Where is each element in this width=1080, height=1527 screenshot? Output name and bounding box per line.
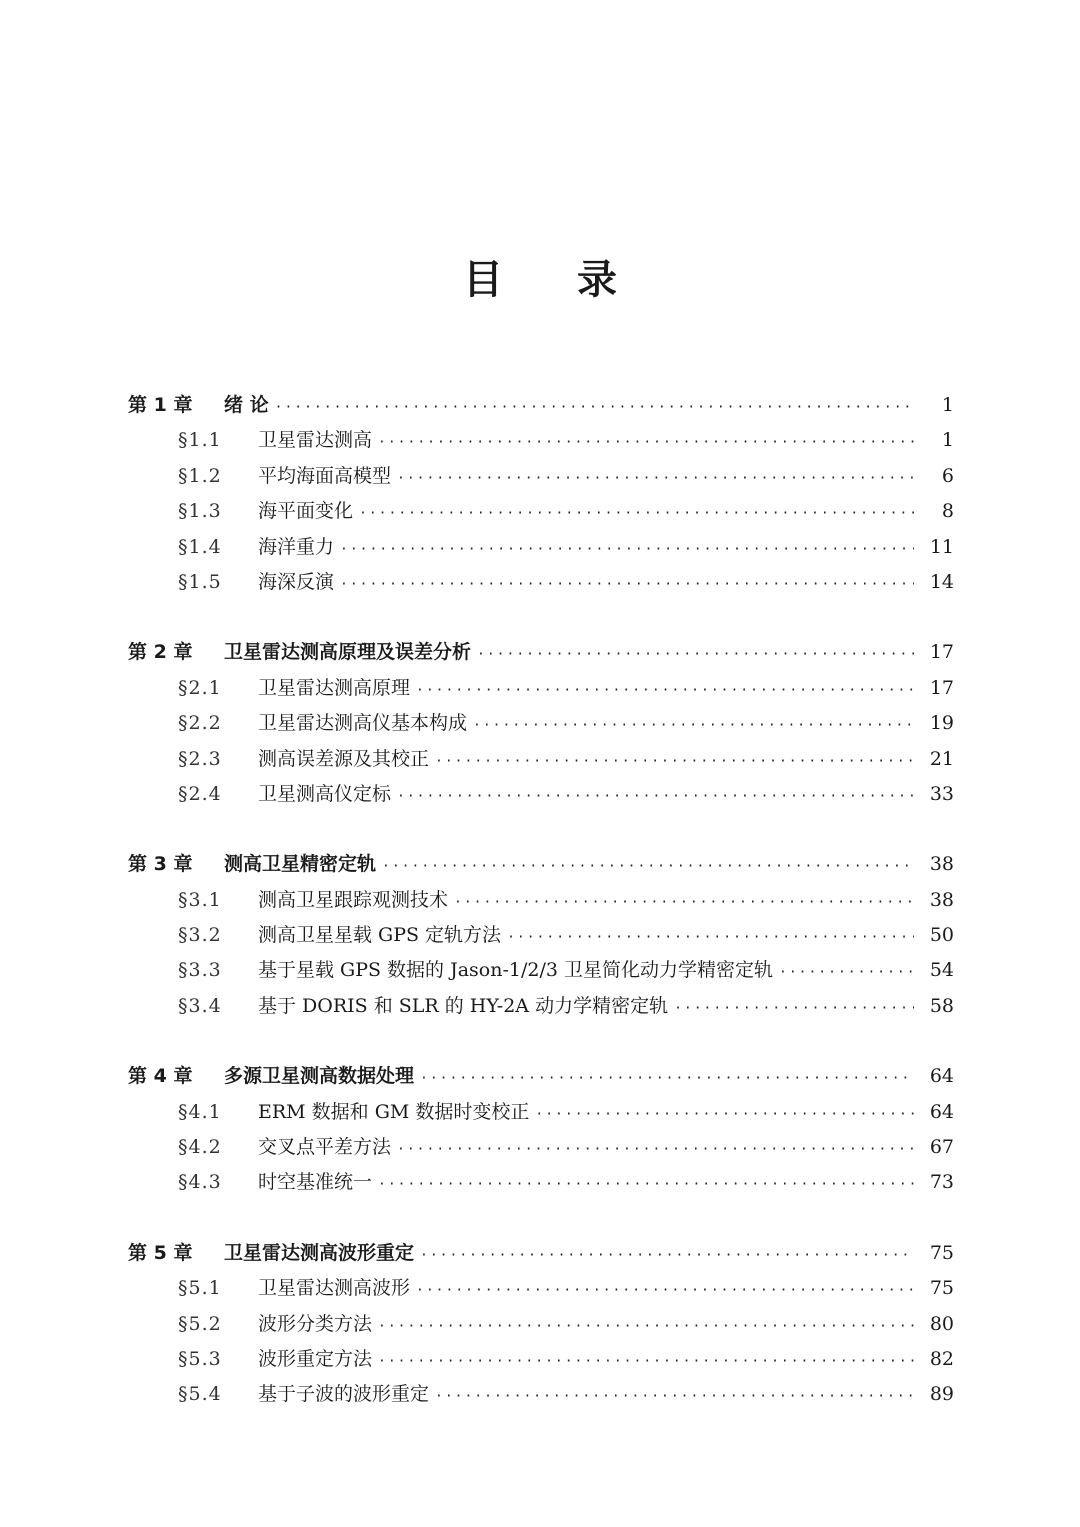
page-number: 54 [929, 959, 954, 982]
section-row[interactable] [128, 565, 954, 600]
section-number: §5.2 [178, 1312, 222, 1335]
page-number: 82 [929, 1347, 954, 1370]
section-number: §3.2 [178, 924, 222, 947]
page-number: 38 [929, 853, 954, 876]
section-number: §2.1 [178, 676, 222, 699]
section-number: §2.4 [178, 782, 222, 805]
page-number: 33 [929, 782, 954, 805]
section-row[interactable] [128, 530, 954, 565]
chapter-heading-row[interactable] [128, 847, 954, 882]
section-title: 交叉点平差方法 [258, 1136, 392, 1159]
chapter-title: 绪 论 [224, 394, 269, 416]
chapter-heading-row[interactable] [128, 388, 954, 423]
page-number: 89 [929, 1383, 954, 1406]
dot-leader [416, 1273, 914, 1308]
section-number: §1.4 [178, 535, 222, 558]
page-number: 50 [929, 924, 954, 947]
table-of-contents [128, 388, 954, 1448]
chapter-number: 第 4 章 [128, 1065, 193, 1088]
section-number: §2.2 [178, 712, 222, 735]
section-row[interactable] [128, 918, 954, 953]
section-number: §1.2 [178, 464, 222, 487]
page-number: 19 [929, 712, 954, 735]
section-title: 波形分类方法 [258, 1312, 373, 1335]
section-title: ERM 数据和 GM 数据时变校正 [258, 1100, 530, 1123]
chapter-number: 第 1 章 [128, 394, 193, 416]
dot-leader [397, 461, 914, 496]
section-number: §3.4 [178, 994, 222, 1017]
section-title: 平均海面高模型 [258, 464, 392, 487]
chapter-number: 第 5 章 [128, 1241, 193, 1264]
page-number: 1 [941, 429, 954, 452]
dot-leader [416, 673, 914, 708]
chapter-1 [128, 388, 954, 600]
section-number: §4.1 [178, 1100, 222, 1123]
section-row[interactable] [128, 671, 954, 706]
dot-leader [435, 744, 914, 779]
dot-leader [420, 1238, 914, 1273]
dot-leader [779, 955, 914, 990]
chapter-3 [128, 847, 954, 1024]
chapter-title: 多源卫星测高数据处理 [224, 1065, 415, 1088]
section-row[interactable] [128, 494, 954, 529]
page-number: 6 [941, 464, 954, 487]
dot-leader [420, 1061, 914, 1096]
section-row[interactable] [128, 1307, 954, 1342]
section-row[interactable] [128, 459, 954, 494]
section-row[interactable] [128, 742, 954, 777]
dot-leader [397, 779, 914, 814]
page-number: 11 [929, 535, 954, 558]
dot-leader [674, 991, 914, 1026]
section-row[interactable] [128, 989, 954, 1024]
dot-leader [454, 885, 914, 920]
section-number: §4.2 [178, 1136, 222, 1159]
dot-leader [340, 532, 914, 567]
dot-leader [340, 567, 914, 602]
section-row[interactable] [128, 1095, 954, 1130]
section-title: 海洋重力 [258, 535, 335, 558]
dot-leader [473, 708, 914, 743]
section-number: §1.1 [178, 429, 222, 452]
page-number: 17 [929, 641, 954, 664]
section-number: §1.5 [178, 570, 222, 593]
dot-leader [477, 637, 914, 672]
section-number: §5.4 [178, 1383, 222, 1406]
chapter-title: 卫星雷达测高波形重定 [224, 1241, 415, 1264]
section-row[interactable] [128, 1342, 954, 1377]
section-row[interactable] [128, 953, 954, 988]
page-number: 58 [929, 994, 954, 1017]
section-row[interactable] [128, 777, 954, 812]
section-title: 卫星测高仪定标 [258, 782, 392, 805]
dot-leader [535, 1097, 914, 1132]
dot-leader [382, 849, 914, 884]
page-number: 14 [929, 570, 954, 593]
page-number: 64 [929, 1100, 954, 1123]
section-number: §3.3 [178, 959, 222, 982]
chapter-number: 第 3 章 [128, 853, 193, 876]
section-number: §5.1 [178, 1277, 222, 1300]
dot-leader [378, 1167, 914, 1202]
chapter-title: 卫星雷达测高原理及误差分析 [224, 641, 472, 664]
dot-leader [397, 1132, 914, 1167]
section-row[interactable] [128, 1377, 954, 1412]
chapter-heading-row[interactable] [128, 635, 954, 670]
section-title: 波形重定方法 [258, 1347, 373, 1370]
page-number: 21 [929, 747, 954, 770]
section-title: 测高卫星跟踪观测技术 [258, 888, 449, 911]
page-number: 67 [929, 1136, 954, 1159]
dot-leader [378, 425, 914, 460]
dot-leader [378, 1309, 914, 1344]
page-title: 目 录 [463, 256, 647, 303]
section-title: 测高卫星星载 GPS 定轨方法 [258, 924, 502, 947]
section-title: 海平面变化 [258, 500, 354, 523]
section-title: 卫星雷达测高波形 [258, 1277, 411, 1300]
page-number: 75 [929, 1277, 954, 1300]
section-title: 测高误差源及其校正 [258, 747, 430, 770]
page-number: 38 [929, 888, 954, 911]
section-row[interactable] [128, 1271, 954, 1306]
section-title: 基于子波的波形重定 [258, 1383, 430, 1406]
dot-leader [378, 1344, 914, 1379]
section-title: 基于星载 GPS 数据的 Jason-1/2/3 卫星简化动力学精密定轨 [258, 959, 773, 982]
page-number: 1 [941, 394, 954, 416]
page-number: 8 [941, 500, 954, 523]
page-number: 64 [929, 1065, 954, 1088]
chapter-4 [128, 1059, 954, 1201]
page-number: 17 [929, 676, 954, 699]
section-title: 海深反演 [258, 570, 335, 593]
chapter-title: 测高卫星精密定轨 [224, 853, 377, 876]
section-title: 卫星雷达测高仪基本构成 [258, 712, 468, 735]
chapter-number: 第 2 章 [128, 641, 193, 664]
chapter-heading-row[interactable] [128, 1059, 954, 1094]
section-title: 时空基准统一 [258, 1171, 373, 1194]
section-number: §5.3 [178, 1347, 222, 1370]
section-title: 卫星雷达测高 [258, 429, 373, 452]
section-row[interactable] [128, 1165, 954, 1200]
section-number: §1.3 [178, 500, 222, 523]
section-number: §3.1 [178, 888, 222, 911]
dot-leader [507, 920, 914, 955]
section-title: 卫星雷达测高原理 [258, 676, 411, 699]
page-number: 73 [929, 1171, 954, 1194]
section-row[interactable] [128, 1130, 954, 1165]
section-number: §2.3 [178, 747, 222, 770]
chapter-5 [128, 1236, 954, 1413]
chapter-heading-row[interactable] [128, 1236, 954, 1271]
chapter-2 [128, 635, 954, 812]
section-row[interactable] [128, 706, 954, 741]
section-title: 基于 DORIS 和 SLR 的 HY-2A 动力学精密定轨 [258, 994, 669, 1017]
page-number: 75 [929, 1241, 954, 1264]
dot-leader [275, 390, 914, 425]
page-number: 80 [929, 1312, 954, 1335]
section-number: §4.3 [178, 1171, 222, 1194]
section-row[interactable] [128, 883, 954, 918]
section-row[interactable] [128, 423, 954, 458]
dot-leader [359, 496, 914, 531]
dot-leader [435, 1379, 914, 1414]
